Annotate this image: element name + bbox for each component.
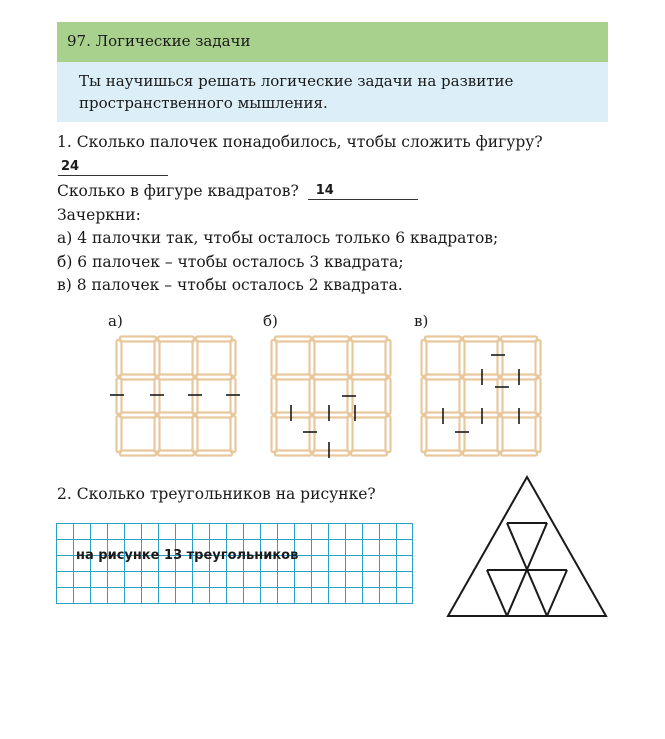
matchstick <box>536 416 541 452</box>
matchstick-figure-a <box>105 333 245 458</box>
matchstick <box>117 340 122 376</box>
matchstick <box>158 337 194 342</box>
matchstick <box>272 378 277 414</box>
outer-triangle <box>448 477 606 616</box>
matchstick <box>120 337 156 342</box>
task2-question: 2. Сколько треугольников на рисунке? <box>57 485 376 503</box>
matchstick <box>275 451 311 456</box>
matchstick <box>196 451 232 456</box>
figure-label-b: б) <box>263 312 278 330</box>
matchstick <box>275 375 311 380</box>
triangle-line <box>487 570 507 616</box>
matchstick <box>422 340 427 376</box>
item-c: в) 8 палочек – чтобы осталось 2 квадрата. <box>57 276 403 294</box>
answer-grid[interactable] <box>56 523 413 604</box>
matchstick <box>313 413 349 418</box>
cross-out-label: Зачеркни: <box>57 206 141 224</box>
matchstick <box>460 378 465 414</box>
matchstick-figure-c <box>415 333 555 458</box>
matchstick <box>155 340 160 376</box>
matchstick <box>536 378 541 414</box>
matchstick <box>501 337 537 342</box>
matchstick <box>422 378 427 414</box>
task2-answer: на рисунке 13 треугольников <box>76 548 299 563</box>
answer-squares: 14 <box>315 183 334 198</box>
item-b: б) 6 палочек – чтобы осталось 3 квадрата; <box>57 253 404 271</box>
matchstick <box>196 375 232 380</box>
triangle-line <box>547 570 567 616</box>
matchstick <box>158 375 194 380</box>
matchstick <box>193 416 198 452</box>
matchstick <box>193 340 198 376</box>
matchstick <box>231 378 236 414</box>
matchstick <box>460 416 465 452</box>
matchstick <box>231 416 236 452</box>
matchstick <box>501 451 537 456</box>
matchstick-figure-b <box>262 333 402 463</box>
matchstick <box>425 337 461 342</box>
matchstick <box>351 451 387 456</box>
matchstick <box>275 337 311 342</box>
matchstick <box>310 378 315 414</box>
figure-label-c: в) <box>414 312 429 330</box>
matchstick <box>536 340 541 376</box>
matchstick <box>193 378 198 414</box>
matchstick-grid <box>422 337 541 456</box>
matchstick <box>463 413 499 418</box>
matchstick <box>425 451 461 456</box>
answer-blank-sticks[interactable] <box>58 161 168 176</box>
matchstick <box>158 413 194 418</box>
lesson-title-bar <box>57 22 608 62</box>
matchstick <box>196 413 232 418</box>
figure-label-a: а) <box>108 312 123 330</box>
matchstick <box>158 451 194 456</box>
matchstick-grid <box>117 337 236 456</box>
matchstick <box>196 337 232 342</box>
matchstick <box>313 451 349 456</box>
matchstick <box>155 416 160 452</box>
matchstick <box>120 375 156 380</box>
matchstick <box>231 340 236 376</box>
task1-squares-line <box>57 182 418 200</box>
matchstick <box>272 416 277 452</box>
matchstick <box>463 451 499 456</box>
matchstick <box>386 416 391 452</box>
matchstick <box>386 378 391 414</box>
matchstick <box>120 413 156 418</box>
matchstick <box>313 375 349 380</box>
lesson-intro <box>57 62 608 122</box>
matchstick <box>498 340 503 376</box>
matchstick <box>351 337 387 342</box>
matchstick-grid <box>272 337 391 456</box>
matchstick <box>155 378 160 414</box>
matchstick <box>386 340 391 376</box>
matchstick <box>498 378 503 414</box>
matchstick <box>460 340 465 376</box>
matchstick <box>425 375 461 380</box>
matchstick <box>351 375 387 380</box>
matchstick <box>117 416 122 452</box>
answer-sticks: 24 <box>61 159 80 174</box>
matchstick <box>275 413 311 418</box>
matchstick <box>351 413 387 418</box>
matchstick <box>348 416 353 452</box>
matchstick <box>313 337 349 342</box>
matchstick <box>272 340 277 376</box>
task1-answer-sticks-line <box>58 158 168 176</box>
matchstick <box>310 416 315 452</box>
matchstick <box>310 340 315 376</box>
lesson-intro-line-1: Ты научишься решать логические задачи на развитие <box>79 72 514 90</box>
matchstick <box>348 340 353 376</box>
task1-question: 1. Сколько палочек понадобилось, чтобы сложить фигуру? <box>57 133 543 151</box>
item-a: а) 4 палочки так, чтобы осталось только 6 квадратов; <box>57 229 499 247</box>
matchstick <box>120 451 156 456</box>
matchstick <box>463 337 499 342</box>
matchstick <box>498 416 503 452</box>
lesson-intro-line-2: пространственного мышления. <box>79 94 328 112</box>
matchstick <box>422 416 427 452</box>
triangle-figure <box>445 474 610 620</box>
matchstick <box>117 378 122 414</box>
lesson-title: 97. Логические задачи <box>67 32 251 50</box>
matchstick <box>463 375 499 380</box>
answer-blank-squares[interactable] <box>308 185 418 200</box>
squares-question: Сколько в фигуре квадратов? <box>57 182 299 200</box>
